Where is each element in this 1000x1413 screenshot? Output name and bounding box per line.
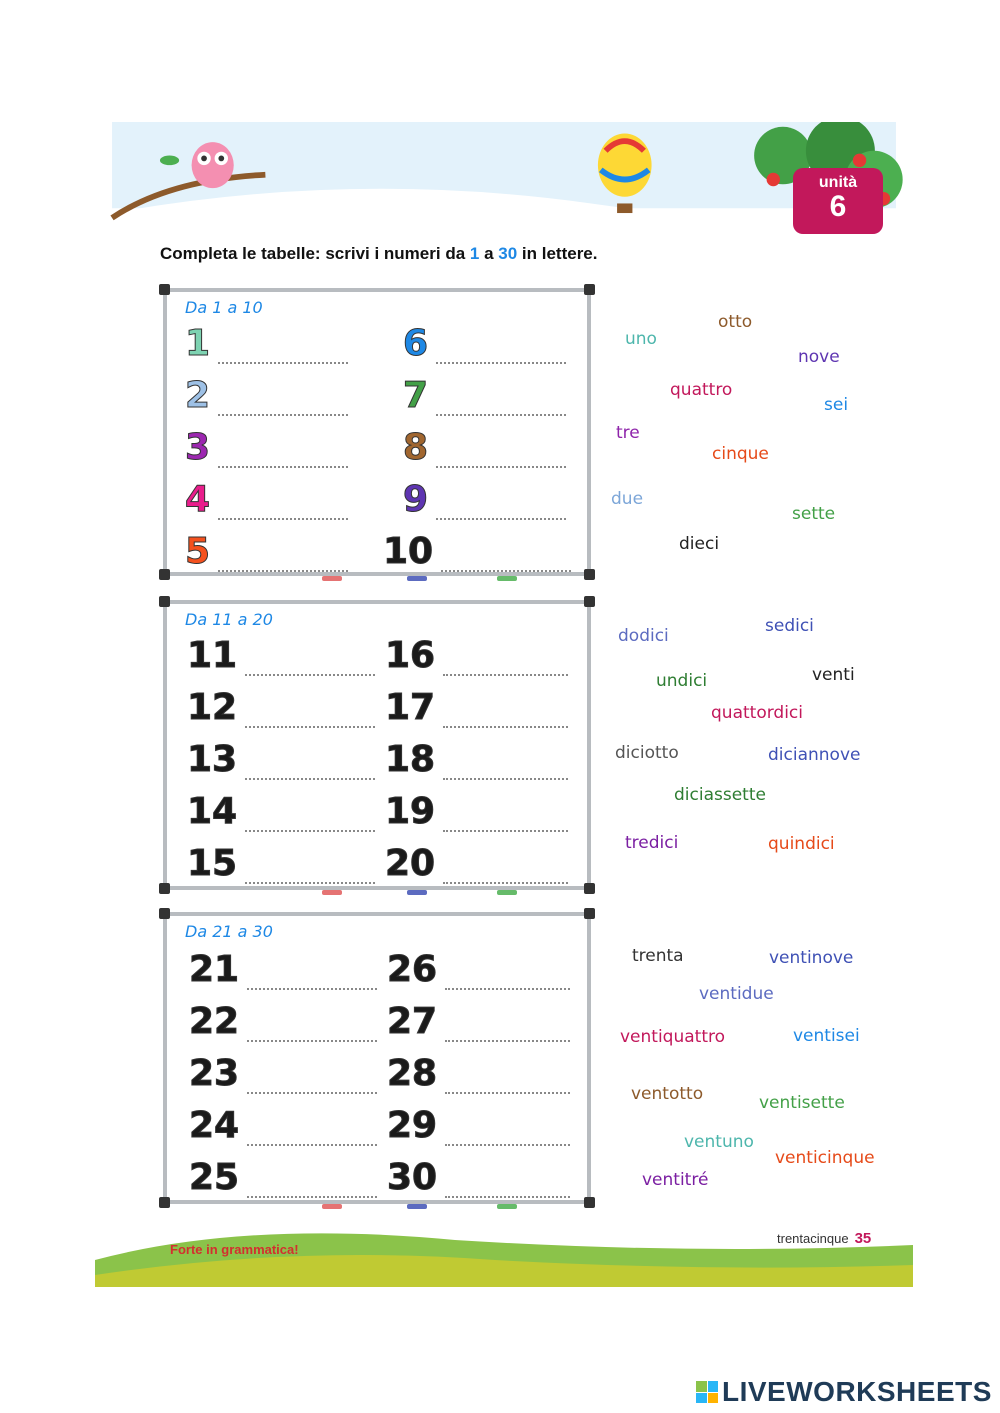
answer-line[interactable]: [443, 750, 568, 780]
answer-line[interactable]: [445, 1064, 570, 1094]
number-label: 24: [189, 1105, 240, 1146]
number-label: 29: [387, 1105, 438, 1146]
word-card[interactable]: ventotto: [631, 1084, 704, 1104]
answer-line[interactable]: [218, 490, 348, 520]
answer-line[interactable]: [245, 646, 375, 676]
answer-line[interactable]: [247, 1012, 377, 1042]
number-label: 14: [187, 791, 238, 832]
word-card[interactable]: ventinove: [769, 948, 854, 968]
number-label: 10: [383, 531, 434, 572]
answer-line[interactable]: [247, 1064, 377, 1094]
word-card[interactable]: dodici: [618, 626, 669, 646]
answer-line[interactable]: [443, 646, 568, 676]
word-card[interactable]: ventuno: [684, 1132, 754, 1152]
board-title: Da 11 a 20: [185, 610, 273, 629]
instruction-post: in lettere.: [517, 244, 598, 263]
number-label: 20: [385, 843, 436, 884]
word-card[interactable]: nove: [798, 347, 840, 367]
word-card[interactable]: diciassette: [674, 785, 766, 805]
word-card[interactable]: due: [611, 489, 644, 509]
word-card[interactable]: sedici: [765, 616, 814, 636]
board-1-to-10: [163, 288, 591, 576]
answer-line[interactable]: [218, 542, 348, 572]
unit-badge: [793, 168, 883, 234]
answer-line[interactable]: [436, 386, 566, 416]
instruction-to: 30: [498, 244, 518, 263]
number-label: 25: [189, 1157, 240, 1198]
instruction-text: [160, 244, 598, 264]
footer-title: Forte in grammatica!: [170, 1242, 299, 1257]
answer-line[interactable]: [441, 542, 571, 572]
word-card[interactable]: uno: [625, 329, 657, 349]
word-card[interactable]: tredici: [625, 833, 679, 853]
answer-line[interactable]: [436, 334, 566, 364]
number-label: 17: [385, 687, 436, 728]
number-label: 28: [387, 1053, 438, 1094]
number-label: 22: [189, 1001, 240, 1042]
word-card[interactable]: tre: [616, 423, 640, 443]
answer-line[interactable]: [245, 854, 375, 884]
answer-line[interactable]: [245, 750, 375, 780]
number-label: 8: [403, 427, 429, 468]
answer-line[interactable]: [247, 1168, 377, 1198]
number-label: 12: [187, 687, 238, 728]
word-card[interactable]: diciannove: [768, 745, 861, 765]
number-label: 13: [187, 739, 238, 780]
answer-line[interactable]: [218, 386, 348, 416]
board-21-to-30: [163, 912, 591, 1204]
answer-line[interactable]: [445, 1116, 570, 1146]
answer-line[interactable]: [445, 960, 570, 990]
number-label: 21: [189, 949, 240, 990]
word-card[interactable]: venti: [812, 665, 855, 685]
number-label: 9: [403, 479, 429, 520]
number-label: 7: [403, 375, 429, 416]
board-11-to-20: [163, 600, 591, 890]
answer-line[interactable]: [436, 438, 566, 468]
word-card[interactable]: ventisette: [759, 1093, 845, 1113]
owl-icon: [192, 142, 234, 188]
number-label: 1: [185, 323, 211, 364]
brand-logo: [696, 1376, 992, 1408]
word-card[interactable]: ventiquattro: [620, 1027, 726, 1047]
answer-line[interactable]: [218, 438, 348, 468]
liveworksheets-logo-icon: [696, 1381, 718, 1403]
number-label: 26: [387, 949, 438, 990]
word-card[interactable]: ventisei: [793, 1026, 860, 1046]
unit-label: unità: [818, 174, 858, 191]
answer-line[interactable]: [443, 698, 568, 728]
number-label: 6: [403, 323, 429, 364]
word-card[interactable]: ventidue: [699, 984, 774, 1004]
number-label: 19: [385, 791, 436, 832]
answer-line[interactable]: [247, 1116, 377, 1146]
page-number: 35: [854, 1230, 872, 1247]
word-card[interactable]: sette: [792, 504, 836, 524]
unit-number: 6: [829, 190, 847, 223]
word-card[interactable]: quattro: [670, 380, 733, 400]
instruction-mid: a: [479, 244, 499, 263]
word-card[interactable]: quindici: [768, 834, 835, 854]
instruction-pre: Completa le tabelle: scrivi i numeri da: [160, 244, 470, 263]
brand-name: LIVEWORKSHEETS: [722, 1376, 992, 1407]
number-label: 4: [185, 479, 211, 520]
number-label: 30: [387, 1157, 438, 1198]
word-card[interactable]: undici: [656, 671, 708, 691]
page-word: trentacinque: [777, 1231, 849, 1246]
word-card[interactable]: trenta: [632, 946, 684, 966]
header-illustration: [95, 122, 913, 237]
number-label: 16: [385, 635, 436, 676]
number-label: 5: [185, 531, 211, 572]
instruction-from: 1: [469, 244, 480, 263]
number-label: 18: [385, 739, 436, 780]
number-label: 11: [187, 635, 238, 676]
word-card[interactable]: dieci: [679, 534, 720, 554]
word-card[interactable]: sei: [824, 395, 849, 415]
footer-page-info: [777, 1230, 871, 1247]
word-card[interactable]: diciotto: [615, 743, 679, 763]
word-card[interactable]: otto: [718, 312, 753, 332]
number-label: 2: [185, 375, 211, 416]
answer-line[interactable]: [245, 802, 375, 832]
answer-line[interactable]: [443, 854, 568, 884]
answer-line[interactable]: [445, 1012, 570, 1042]
answer-line[interactable]: [436, 490, 566, 520]
answer-line[interactable]: [245, 698, 375, 728]
answer-line[interactable]: [247, 960, 377, 990]
answer-line[interactable]: [445, 1168, 570, 1198]
answer-line[interactable]: [218, 334, 348, 364]
word-card[interactable]: quattordici: [711, 703, 803, 723]
answer-line[interactable]: [443, 802, 568, 832]
number-label: 15: [187, 843, 238, 884]
number-label: 3: [185, 427, 211, 468]
board-title: Da 1 a 10: [185, 298, 263, 317]
number-label: 23: [189, 1053, 240, 1094]
word-card[interactable]: venticinque: [775, 1148, 875, 1168]
word-card[interactable]: cinque: [712, 444, 769, 464]
board-title: Da 21 a 30: [185, 922, 273, 941]
number-label: 27: [387, 1001, 438, 1042]
word-card[interactable]: ventitré: [642, 1170, 709, 1190]
